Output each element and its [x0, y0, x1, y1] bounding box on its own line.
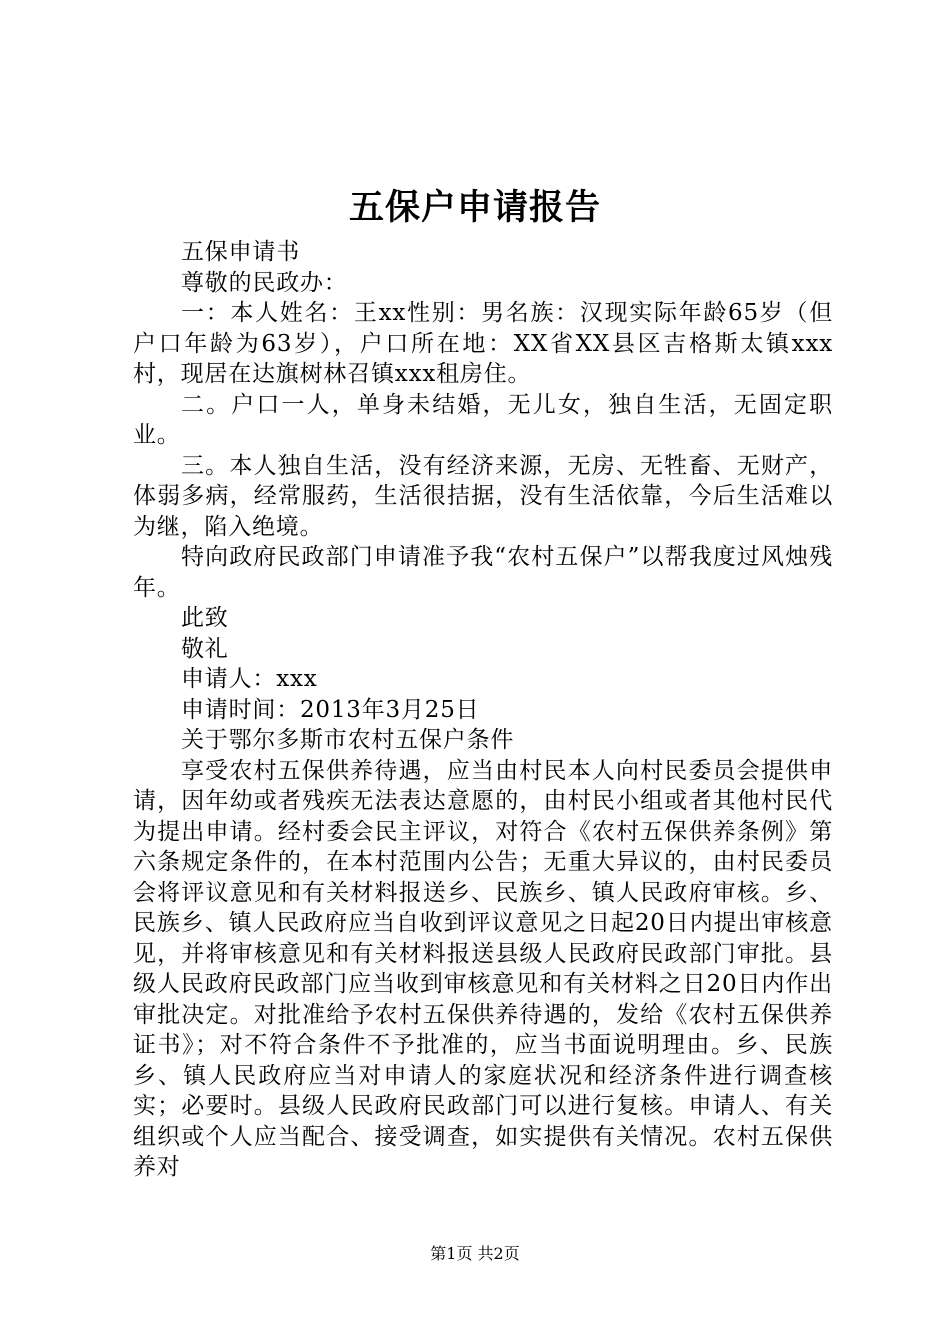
paragraph-salutation: 尊敬的民政办： — [181, 269, 348, 296]
paragraph-section-heading: 关于鄂尔多斯市农村五保户条件 — [181, 727, 515, 753]
paragraph-heading-application: 五保申请书 — [181, 239, 300, 265]
paragraph-closing-1: 此致 — [181, 605, 229, 631]
paragraph-request: 特向政府民政部门申请准予我“农村五保户”以帮我度过风烛残年。 — [133, 544, 833, 601]
paragraph-applicant: 申请人：xxx — [181, 666, 318, 692]
paragraph-application-date: 申请时间：2013年3月25日 — [181, 696, 480, 723]
paragraph-household: 二。户口一人，单身未结婚，无儿女，独自生活，无固定职业。 — [133, 391, 833, 448]
document-body — [133, 237, 833, 1183]
paragraph-closing-2: 敬礼 — [181, 635, 229, 662]
paragraph-personal-info: 一：本人姓名：王xx性别：男名族：汉现实际年龄65岁（但户口年龄为63岁），户口所在地：XX省XX县区吉格斯太镇xxx村，现居在达旗树林召镇xxx租房住。 — [133, 300, 833, 387]
paragraph-conditions-text: 享受农村五保供养待遇，应当由村民本人向村民委员会提供申请，因年幼或者残疾无法表达意愿的，由村民小组或者其他村民代为提出申请。经村委会民主评议，对符合《农村五保供养条例》第六条规定条件的，在本村范围内公告；无重大异议的，由村民委员会将评议意见和有关材料报送乡、民族乡、镇人民政府审核。乡、民族乡、镇人民政府应当自收到评议意见之日起20日内提出审核意见，并将审核意见和有关材料报送县级人民政府民政部门审批。县级人民政府民政部门应当收到审核意见和有关材料之日20日内作出审批决定。对批准给予农村五保供养待遇的，发给《农村五保供养证书》；对不符合条件不予批准的，应当书面说明理由。乡、民族乡、镇人民政府应当对申请人的家庭状况和经济条件进行调查核实；必要时。县级人民政府民政部门可以进行复核。申请人、有关组织或个人应当配合、接受调查，如实提供有关情况。农村五保供养对 — [133, 757, 833, 1180]
paragraph-living-condition: 三。本人独自生活，没有经济来源，无房、无牲畜、无财产，体弱多病，经常服药，生活很拮据，没有生活依靠，今后生活难以为继，陷入绝境。 — [133, 452, 833, 540]
page-footer: 第1页 共2页 — [430, 1244, 520, 1263]
document-title: 五保户申请报告 — [348, 188, 601, 228]
